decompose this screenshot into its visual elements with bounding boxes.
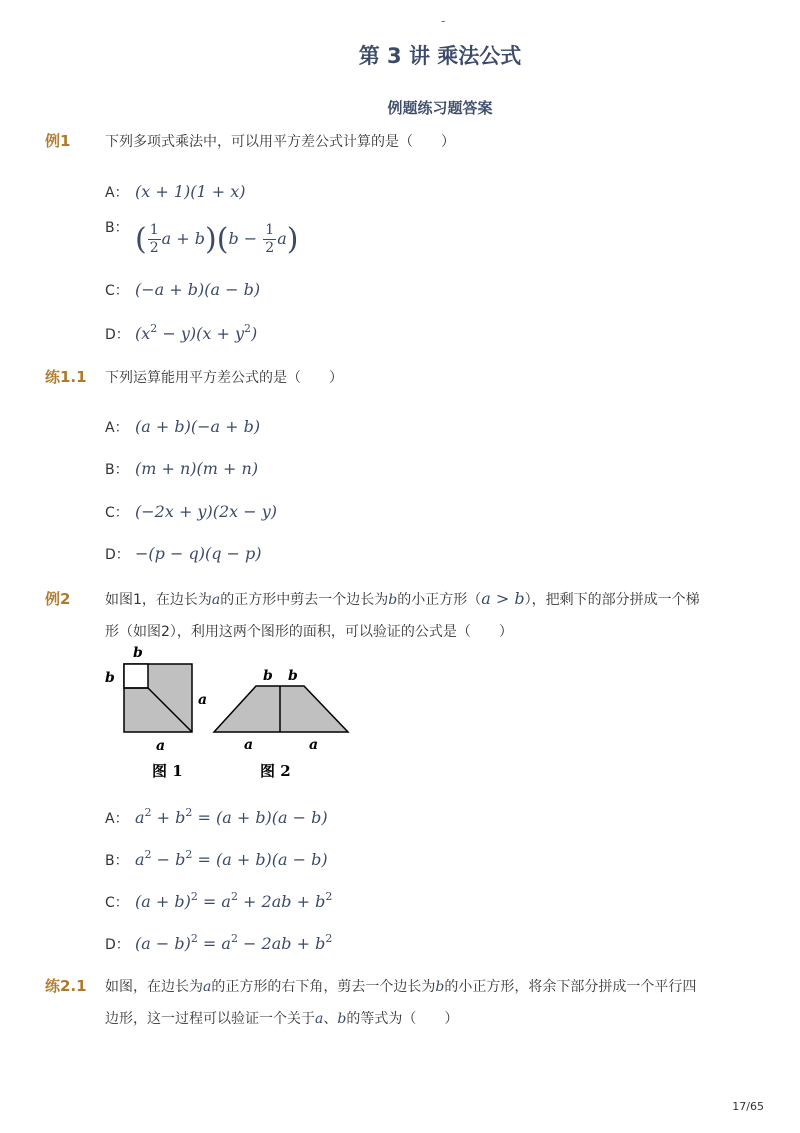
fig2-label-b2: b — [288, 668, 298, 684]
option-d-pr11 — [105, 544, 262, 564]
option-c-ex1 — [105, 280, 260, 300]
fig1-label-b-top: b — [133, 645, 143, 661]
option-math: (x + 1)(1 + x) — [135, 182, 246, 201]
fig2-trapezoid — [214, 686, 348, 732]
option-math: $(a - b)^2 = a^2 - 2ab + b^2$ — [135, 932, 333, 953]
geometry-figure — [100, 640, 360, 785]
question-text-ex2-line1: 如图1，在边长为a的正方形中剪去一个边长为b的小正方形（a > b），把剩下的部分拼成一个梯 — [105, 589, 700, 608]
option-letter: A： — [105, 420, 129, 436]
option-a-ex1 — [105, 182, 246, 202]
question-text-ex2-line2: 形（如图2），利用这两个图形的面积，可以验证的公式是（ ） — [105, 624, 513, 640]
option-letter: B： — [105, 462, 129, 478]
question-text-pr21-line1: 如图，在边长为a的正方形的右下角，剪去一个边长为b的小正方形，将余下部分拼成一个平行四 — [105, 979, 697, 995]
fig1-caption: 图 1 — [152, 762, 183, 780]
question-label-pr21: 练2.1 — [45, 977, 87, 995]
option-letter: A： — [105, 811, 129, 827]
option-math: (−2x + y)(2x − y) — [135, 502, 278, 521]
option-letter: C： — [105, 895, 129, 911]
option-math: (a + b)(−a + b) — [135, 417, 261, 436]
option-d-ex1 — [105, 322, 257, 344]
option-math: $a^2 + b^2 = (a + b)(a - b)$ — [135, 806, 328, 827]
option-letter: C： — [105, 283, 129, 299]
option-letter: B： — [105, 220, 129, 236]
option-letter: D： — [105, 937, 130, 953]
option-math: ( $\frac{1}{2}$ a + b)(b − $\frac{1}{2}$ a) — [135, 222, 299, 257]
option-c-ex2 — [105, 890, 332, 912]
question-label-pr11: 练1.1 — [45, 368, 87, 386]
section-subtitle: 例题练习题答案 — [387, 99, 493, 117]
option-d-ex2 — [105, 932, 332, 954]
option-b-ex1 — [105, 217, 298, 257]
question-text-pr21-line2: 边形，这一过程可以验证一个关于a、b的等式为（ ） — [105, 1011, 459, 1027]
fig1-label-a-bottom: a — [156, 738, 166, 754]
option-b-pr11 — [105, 459, 258, 479]
option-math: (m + n)(m + n) — [135, 459, 259, 478]
header-dash: - — [441, 14, 446, 28]
fig2-label-a2: a — [309, 737, 319, 753]
question-label-ex1: 例1 — [45, 132, 71, 150]
option-math: $(a + b)^2 = a^2 + 2ab + b^2$ — [135, 890, 333, 911]
option-b-ex2 — [105, 848, 328, 870]
option-letter: C： — [105, 505, 129, 521]
option-math: $a^2 - b^2 = (a + b)(a - b)$ — [135, 848, 328, 869]
question-text-pr11: 下列运算能用平方差公式的是（ ） — [105, 370, 343, 386]
page-title: 第 3 讲 乘法公式 — [358, 44, 522, 68]
question-text-ex1: 下列多项式乘法中，可以用平方差公式计算的是（ ） — [105, 134, 455, 150]
option-a-ex2 — [105, 806, 328, 828]
fig2-label-a1: a — [244, 737, 254, 753]
fig1-label-a-right: a — [198, 692, 208, 708]
option-math: (−a + b)(a − b) — [135, 280, 261, 299]
option-math: $(x^2 - y)(x + y^2)$ — [135, 322, 258, 343]
option-letter: B： — [105, 853, 129, 869]
question-label-ex2: 例2 — [45, 590, 71, 608]
fig1-label-b-left: b — [105, 670, 115, 686]
option-math: −(p − q)(q − p) — [135, 544, 262, 563]
option-c-pr11 — [105, 502, 277, 522]
option-letter: A： — [105, 185, 129, 201]
fig2-caption: 图 2 — [260, 762, 291, 780]
page-number: 17/65 — [732, 1100, 764, 1113]
option-letter: D： — [105, 327, 130, 343]
option-letter: D： — [105, 547, 130, 563]
option-a-pr11 — [105, 417, 260, 437]
fig2-label-b1: b — [263, 668, 273, 684]
fig1-small-square — [124, 664, 148, 688]
